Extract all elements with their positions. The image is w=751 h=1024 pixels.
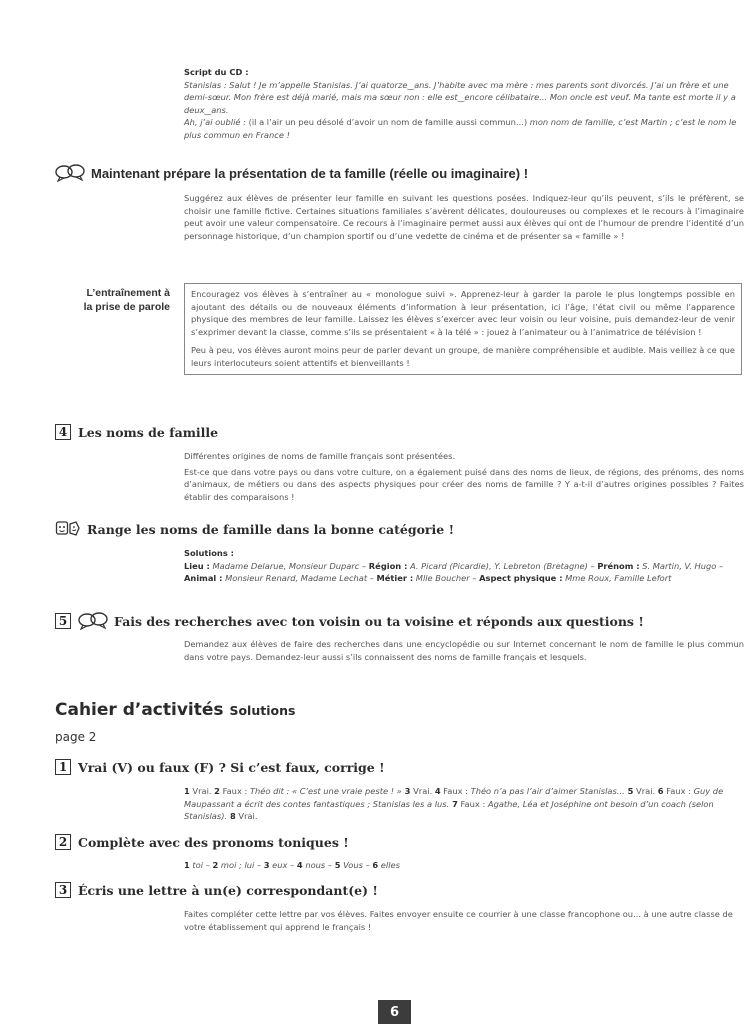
- cd-script-line2-c: mon nom de famille, c’est Martin ; c’est le nom le plus commun en France !: [184, 117, 737, 140]
- presentation-title: Maintenant prépare la présentation de ta famille (réelle ou imaginaire) !: [91, 165, 529, 181]
- presentation-text: Suggérez aux élèves de présenter leur famille en suivant les questions posées. Indiquez-leur qu’ils peuvent, s’ils le préfèrent, se choisir une famille fictive. Certaines situations familiales s’avèrent délicates, douloureuses ou complexes et le recours à l’imaginaire peut avoir une valeur compensatoire. Ce recours à l’imaginaire permet aussi aux élèves qui ont de l’humour de prendre l’identité d’un personnage historique, d’un champion sportif ou d’une vedette de cinéma et de présenter sa « famille » !: [184, 193, 744, 241]
- sidebar-label-line2: la prise de parole: [83, 301, 170, 313]
- speaking-practice-para1: Encouragez vos élèves à s’entraîner au « monologue suivi ». Apprenez-leur à garder la parole le plus longtemps possible en ajoutant des détails ou de nouveaux éléments d’information à leur présentation, ici l’âge, l’état civil ou même l’apparence physique des membres de leur famille. Laissez les élèves s’exercer avec leur voisin ou leur voisine, puis demandez-leur de venir s’exprimer devant la classe, comme s’ils se présentaient « à la télé » : jouez à l’animateur ou à l’animatrice de télévision !: [191, 289, 735, 337]
- ex1-a5: Théo dit : « C’est une vraie peste ! »: [249, 786, 402, 796]
- section4-p2: Est-ce que dans votre pays ou dans votre culture, on a également puisé dans des noms de lieux, de régions, des prénoms, des noms d’animaux, de métiers ou dans des aspects physiques pour créer des noms de famille ? Y a-t-il d’autres origines possibles ? Faites établir des comparaisons !: [184, 466, 744, 502]
- cahier-page-label: page 2: [55, 730, 97, 744]
- section5-title: Fais des recherches avec ton voisin ou ta voisine et réponds aux questions !: [114, 613, 644, 629]
- ex2-n3: 3: [263, 860, 270, 870]
- ex2-v5: Vous: [340, 860, 363, 870]
- ex1-a16: 7: [449, 798, 458, 809]
- ex2-s3: –: [287, 860, 297, 870]
- prenom-key: Prénom :: [597, 560, 640, 571]
- ex2-n2: 2: [212, 860, 219, 870]
- range-solutions: [184, 547, 744, 585]
- ex3-number: 3: [55, 882, 71, 898]
- ex2-s2: –: [254, 860, 264, 870]
- page-number: 6: [378, 1000, 411, 1024]
- range-solutions-label: Solutions :: [184, 548, 234, 558]
- ex2-n5: 5: [334, 860, 341, 870]
- lieu-value: Madame Delarue, Monsieur Duparc –: [209, 560, 369, 571]
- speech-bubbles-icon: [78, 612, 108, 630]
- ex1-a11: 5: [624, 786, 634, 796]
- section5-text: Demandez aux élèves de faire des recherches dans une encyclopédie ou sur Internet concernant le nom de famille le plus commun dans votre pays. Demandez-leur aussi s’ils connaissent des noms de famille français et lesquels.: [184, 639, 744, 662]
- animal-key: Animal :: [184, 573, 223, 583]
- metier-key: Métier :: [376, 573, 414, 583]
- ex1-a4: Faux :: [219, 786, 250, 796]
- ex2-v4: nous: [302, 860, 326, 870]
- cahier-title-suffix: Solutions: [229, 703, 296, 718]
- ex2-v6: elles: [378, 860, 400, 870]
- ex1-a12: Vrai.: [633, 786, 658, 796]
- section4-text: [184, 450, 744, 503]
- ex1-a9: Faux :: [440, 786, 471, 796]
- cd-script: [184, 66, 744, 141]
- ex1-heading: [55, 759, 385, 775]
- ex1-a20: Vrai.: [235, 811, 258, 821]
- range-title: Range les noms de famille dans la bonne catégorie !: [87, 521, 455, 537]
- ex1-a14: Faux :: [663, 786, 694, 796]
- ex2-n4: 4: [296, 860, 303, 870]
- ex2-v1: toi: [189, 860, 204, 870]
- region-value: A. Picard (Picardie), Y. Lebreton (Bretagne) –: [407, 560, 598, 571]
- range-solutions-body: [184, 560, 744, 585]
- section5-number: 5: [55, 613, 71, 629]
- ex2-n6: 6: [372, 860, 379, 870]
- section5-heading: [55, 612, 644, 630]
- section4-title: Les noms de famille: [78, 424, 219, 440]
- ex2-s5: –: [362, 860, 373, 870]
- speaking-practice-box: [184, 283, 742, 375]
- ex1-a2: Vrai.: [189, 786, 215, 796]
- cd-script-line2-b: (il a l’air un peu désolé d’avoir un nom de famille aussi commun...): [248, 117, 530, 127]
- ex1-number: 1: [55, 759, 71, 775]
- section4-heading: [55, 424, 218, 440]
- ex2-s4: –: [325, 860, 335, 870]
- ex2-heading: [55, 834, 349, 850]
- ex1-answers: [184, 785, 744, 823]
- animal-value: Monsieur Renard, Madame Lechat –: [222, 573, 377, 583]
- cahier-title: [55, 700, 295, 720]
- ex2-n1: 1: [184, 860, 190, 870]
- ex1-a6: 3: [401, 786, 411, 796]
- ex1-a17: Faux :: [457, 798, 488, 809]
- cd-script-line2: [184, 116, 744, 141]
- lieu-key: Lieu :: [184, 560, 210, 571]
- ex1-title: Vrai (V) ou faux (F) ? Si c’est faux, corrige !: [78, 759, 385, 775]
- ex3-text: Faites compléter cette lettre par vos élèves. Faites envoyer ensuite ce courrier à une classe francophone ou... à une autre classe de votre établissement qui apprend le français !: [184, 909, 733, 932]
- ex1-a8: 4: [434, 786, 441, 796]
- section4-number: 4: [55, 424, 71, 440]
- faces-puzzle-icon: [55, 520, 81, 538]
- ex1-a7: Vrai.: [410, 786, 435, 796]
- ex2-answers: [184, 859, 744, 872]
- ex1-a18: Agathe, Léa et Joséphine ont besoin d’un coach (selon Stanislas).: [184, 798, 714, 821]
- ex3-heading: [55, 882, 378, 898]
- ex1-a1: 1: [184, 786, 190, 796]
- ex3-title: Écris une lettre à un(e) correspondant(e) !: [78, 882, 378, 898]
- ex1-a3: 2: [214, 786, 220, 796]
- ex1-a19: 8: [227, 811, 236, 821]
- presentation-heading: [55, 164, 528, 182]
- metier-value: Mlle Boucher –: [413, 573, 480, 583]
- ex2-s1: –: [203, 860, 213, 870]
- ex1-a15: Guy de Maupassant a écrit des contes fantastiques ; Stanislas les a lus.: [184, 786, 724, 809]
- cd-script-label: Script du CD :: [184, 67, 249, 77]
- sidebar-label: [55, 286, 170, 314]
- ex1-a13: 6: [657, 786, 664, 796]
- aspect-value: Mme Roux, Famille Lefort: [562, 573, 672, 583]
- ex2-v3: eux: [269, 860, 288, 870]
- cahier-title-main: Cahier d’activités: [55, 700, 224, 720]
- speaking-practice-para2: Peu à peu, vos élèves auront moins peur de parler devant un groupe, de manière compréhensible et audible. Mais veillez à ce que leurs interlocuteurs soient attentifs et bienveillants !: [191, 345, 735, 368]
- speech-bubbles-icon: [55, 164, 85, 182]
- region-key: Région :: [368, 560, 408, 571]
- prenom-value: S. Martin, V. Hugo –: [639, 560, 724, 571]
- cd-script-line2-a: Ah, j’ai oublié :: [184, 117, 249, 127]
- aspect-key: Aspect physique :: [479, 573, 563, 583]
- ex2-v2: moi ; lui: [218, 860, 255, 870]
- ex2-number: 2: [55, 834, 71, 850]
- ex1-a10: Théo n’a pas l’air d’aimer Stanislas...: [470, 786, 625, 796]
- ex2-title: Complète avec des pronoms toniques !: [78, 834, 349, 850]
- sidebar-label-line1: L’entraînement à: [86, 287, 170, 299]
- cd-script-line1: Stanislas : Salut ! Je m’appelle Stanislas. J’ai quatorze‿ans. J’habite avec ma mère : mes parents sont divorcés. J’ai un frère et une demi-sœur. Mon frère est déjà marié, mais ma sœur non : elle est‿encore célibataire... Mon oncle est veuf. Ma tante est morte il y a deux‿ans.: [184, 79, 736, 115]
- section4-p1: Différentes origines de noms de famille français sont présentées.: [184, 451, 456, 461]
- range-heading: [55, 520, 454, 538]
